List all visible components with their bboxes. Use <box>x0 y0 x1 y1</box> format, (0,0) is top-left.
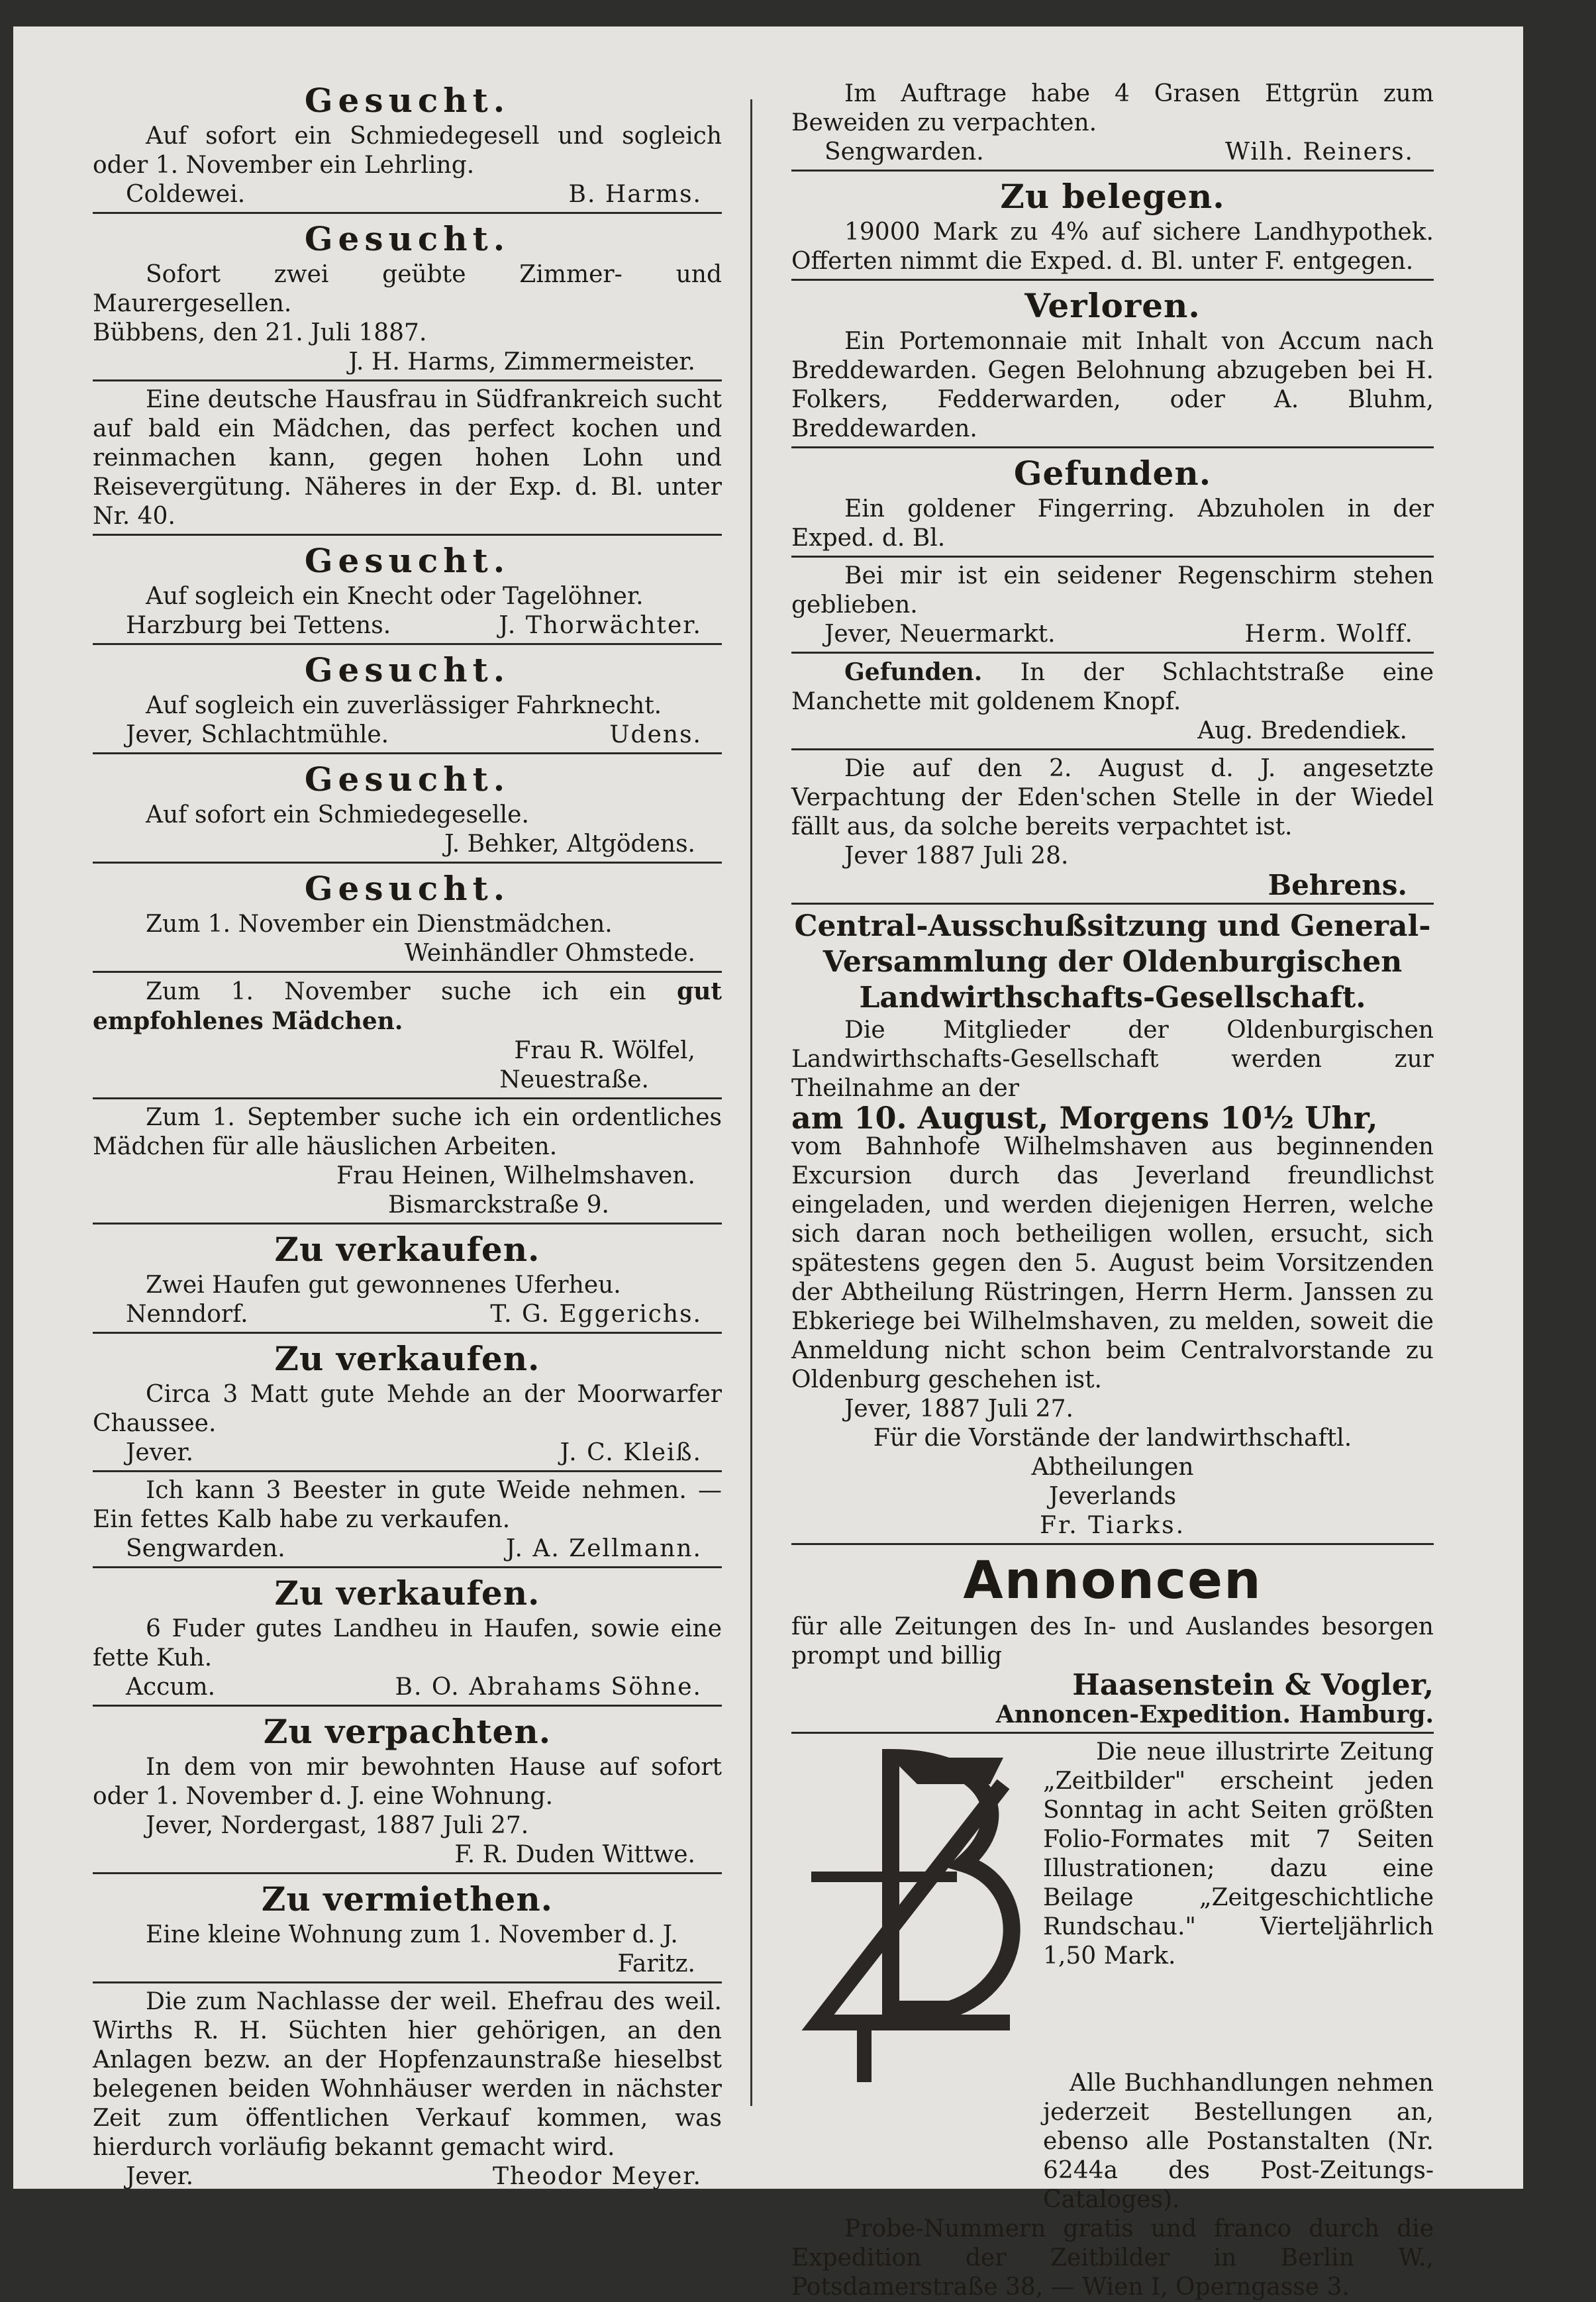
ad-annoncen <box>791 1549 1434 1729</box>
ad-gefunden-1 <box>791 452 1434 553</box>
ad-text: Auf sogleich ein Knecht oder Tagelöhner. <box>146 583 644 610</box>
ad-text: für alle Zeitungen des In- und Auslandes besorgen prompt und billig <box>791 1613 1434 1670</box>
ad-text: Zwei Haufen gut gewonnenes Uferheu. <box>146 1272 621 1299</box>
divider <box>93 1705 722 1707</box>
divider <box>93 1566 722 1568</box>
divider <box>791 652 1434 654</box>
divider <box>791 903 1434 905</box>
divider <box>93 862 722 864</box>
ad-heading: Zu verkaufen. <box>274 1339 540 1378</box>
ad-text: Die auf den 2. August d. J. angesetzte Verpachtung der Eden'schen Stelle in der Wiedel fällt aus, da solche bereits verpachtet ist. <box>791 755 1434 840</box>
newspaper-page <box>13 26 1523 2301</box>
divider <box>791 1543 1434 1545</box>
divider <box>93 1097 722 1099</box>
ad-zeitbilder <box>791 1738 1434 2302</box>
ad-signature: Behrens. <box>1268 869 1407 901</box>
ad-heading: Gesucht. <box>304 869 511 908</box>
ad-text: In dem von mir bewohnten Hause auf sofort oder 1. November d. J. eine Wohnung. <box>93 1754 722 1810</box>
ad-text: Zum 1. November ein Dienstmädchen. <box>146 911 613 938</box>
ad-text: Gefunden. In der Schlachtstraße eine Manchette mit goldenem Knopf. <box>791 658 1434 715</box>
ad-text: Bei mir ist ein seidener Regenschirm stehen geblieben. <box>791 562 1434 619</box>
ad-text: Zum 1. September suche ich ein ordentliches Mädchen für alle häuslichen Arbeiten. <box>93 1104 722 1160</box>
divider <box>93 212 722 214</box>
ad-signature: Jever, Schlachtmühle. Udens. <box>126 721 702 748</box>
ad-heading: Gesucht. <box>304 219 511 258</box>
ad-hausfrau <box>93 385 722 531</box>
ad-gesucht-6 <box>93 868 722 968</box>
ad-signature: Sengwarden. Wilh. Reiners. <box>824 138 1414 166</box>
ad-text: vom Bahnhofe Wilhelmshaven aus beginnenden Excursion durch das Jeverland freundlichst eingeladen, und werden diejenigen Herren, welche sich daran noch betheiligen wollen, ersucht, sich spätestens gegen den 5. August beim Vorsitzenden der Abtheilung Rüstringen, Herrn Herm. Janssen zu Ebkeriege bei Wilhelmshaven, zu melden, soweit die Anmeldung nicht schon beim Centralvorstande zu Oldenburg geschehen ist. <box>791 1133 1434 1393</box>
ad-signature: Sengwarden. J. A. Zellmann. <box>126 1535 702 1562</box>
ad-date: Jever, 1887 Juli 27. <box>844 1395 1073 1423</box>
divider <box>791 1732 1434 1734</box>
ad-date: Jever, Nordergast, 1887 Juli 27. <box>146 1812 529 1839</box>
ad-heading: Gesucht. <box>304 650 511 689</box>
ad-beweiden <box>791 79 1434 167</box>
divider <box>791 748 1434 750</box>
ad-text: Ein Portemonnaie mit Inhalt von Accum nach Breddewarden. Gegen Belohnung abzugeben bei H. Folkers, Fedderwarden, oder A. Bluhm, Breddewarden. <box>791 328 1434 442</box>
ad-heading: Zu verpachten. <box>263 1712 552 1751</box>
ad-signature: Harzburg bei Tettens. J. Thorwächter. <box>126 612 702 639</box>
ad-text: Eine deutsche Hausfrau in Südfrankreich sucht auf bald ein Mädchen, das perfect kochen und reinmachen kann, gegen hohen Lohn und Reisevergütung. Näheres in der Exp. d. Bl. unter Nr. 40. <box>93 386 722 530</box>
divider <box>791 279 1434 281</box>
ad-text: Ich kann 3 Beester in gute Weide nehmen. — Ein fettes Kalb habe zu verkaufen. <box>93 1477 722 1533</box>
ad-signature: Nenndorf. T. G. Eggerichs. <box>126 1301 702 1328</box>
ad-signature: J. H. Harms, Zimmermeister. <box>348 348 695 375</box>
left-column <box>93 79 722 2191</box>
divider <box>93 1223 722 1225</box>
ad-heading: Gesucht. <box>304 81 511 120</box>
ad-signature: J. Behker, Altgödens. <box>444 830 695 858</box>
ad-landwirthschaft <box>791 909 1434 1540</box>
ad-heading: Landwirthschafts-Gesellschaft. <box>859 981 1366 1015</box>
ad-signature: Jever. J. C. Kleiß. <box>126 1439 702 1466</box>
divider <box>791 170 1434 172</box>
ad-signature: Weinhändler Ohmstede. <box>404 940 695 967</box>
ad-signature: Frau R. Wölfel, <box>514 1037 695 1064</box>
divider <box>93 1981 722 1983</box>
ad-heading: Zu verkaufen. <box>274 1574 540 1613</box>
ad-firm: Haasenstein & Vogler, <box>1072 1668 1434 1702</box>
ad-text: 19000 Mark zu 4% auf sichere Landhypothek. Offerten nimmt die Exped. d. Bl. unter F. entgegen. <box>791 219 1434 275</box>
ad-verkaufen-3 <box>93 1572 722 1702</box>
divider <box>791 556 1434 558</box>
divider <box>93 1872 722 1874</box>
ad-text: Eine kleine Wohnung zum 1. November d. J. <box>146 1921 678 1948</box>
divider <box>93 1470 722 1472</box>
ad-date: Bübbens, den 21. Juli 1887. <box>93 319 427 346</box>
ad-gefunden-2 <box>791 658 1434 746</box>
ad-firm: Annoncen-Expedition. Hamburg. <box>995 1701 1434 1728</box>
ad-belegen <box>791 175 1434 276</box>
ad-heading: Central-Ausschußsitzung und General- <box>794 909 1431 943</box>
ad-text: Auf sofort ein Schmiedegesell und sogleich oder 1. November ein Lehrling. <box>93 123 722 179</box>
ad-vermiethen <box>93 1878 722 1979</box>
ad-heading: Gefunden. <box>1013 454 1212 493</box>
ad-verloren <box>791 285 1434 444</box>
ad-text: Auf sofort ein Schmiedegeselle. <box>146 801 529 828</box>
ad-text: Alle Buchhandlungen nehmen jederzeit Bestellungen an, ebenso alle Postanstalten (Nr. 6244a des Post-Zeitungs-Cataloges). <box>1043 2070 1434 2213</box>
ad-address: Neuestraße. <box>499 1066 649 1093</box>
ad-nachlass <box>93 1987 722 2191</box>
column-divider <box>750 99 752 2106</box>
ad-text: Probe-Nummern gratis und franco durch die Expedition der Zeitbilder in Berlin W., Potsdamerstraße 38, — Wien I, Operngasse 3. <box>791 2215 1434 2301</box>
ad-text: Circa 3 Matt gute Mehde an der Moorwarfer Chaussee. <box>93 1381 722 1437</box>
ad-text: 6 Fuder gutes Landheu in Haufen, sowie eine fette Kuh. <box>93 1615 722 1672</box>
divider <box>93 379 722 381</box>
ad-verkaufen-1 <box>93 1228 722 1329</box>
ad-text: Im Auftrage habe 4 Grasen Ettgrün zum Beweiden zu verpachten. <box>791 80 1434 136</box>
ad-signature: Jever, Neuermarkt. Herm. Wolff. <box>824 621 1414 648</box>
ad-verkaufen-2 <box>93 1338 722 1468</box>
ad-signature: Fr. Tiarks. <box>1039 1512 1186 1539</box>
ad-signature: F. R. Duden Wittwe. <box>454 1841 695 1868</box>
ad-gesucht-5 <box>93 758 722 859</box>
ad-gesucht-2 <box>93 218 722 377</box>
ad-maedchen-2 <box>93 1103 722 1220</box>
ad-text: Jeverlands <box>1048 1483 1177 1510</box>
ad-maedchen-1 <box>93 977 722 1095</box>
ad-text: Ein goldener Fingerring. Abzuholen in der Exped. d. Bl. <box>791 495 1434 552</box>
ad-heading: Versammlung der Oldenburgischen <box>823 945 1403 979</box>
ad-heading: Zu belegen. <box>1000 177 1225 216</box>
ad-text: Die Mitglieder der Oldenburgischen Landwirthschafts-Gesellschaft werden zur Theilnahme an der <box>791 1017 1434 1102</box>
ad-gesucht-4 <box>93 649 722 750</box>
divider <box>791 446 1434 448</box>
ad-signature: Accum. B. O. Abrahams Söhne. <box>126 1674 702 1701</box>
divider <box>93 643 722 645</box>
ad-regenschirm <box>791 562 1434 649</box>
right-column <box>791 79 1434 2302</box>
ad-heading: Gesucht. <box>304 541 511 580</box>
ad-heading: Annoncen <box>963 1551 1262 1611</box>
divider <box>93 971 722 973</box>
ad-verpachten <box>93 1711 722 1870</box>
ad-signature: Jever. Theodor Meyer. <box>126 2163 702 2190</box>
ad-text: Die neue illustrirte Zeitung „Zeitbilder" erscheint jeden Sonntag in acht Seiten größten Folio-Formates mit 7 Seiten Illustrationen; dazu eine Beilage „Zeitgeschichtliche Rundschau." Vierteljährlich 1,50 Mark. <box>1043 1738 1434 1970</box>
ad-verpachtung-faellt-aus <box>791 754 1434 900</box>
ad-heading: Zu verkaufen. <box>274 1230 540 1269</box>
ad-address: Bismarckstraße 9. <box>388 1191 609 1219</box>
zb-monogram-icon <box>791 1744 1030 2089</box>
ad-signature: Aug. Bredendiek. <box>1197 717 1407 744</box>
ad-text: Sofort zwei geübte Zimmer- und Maurergesellen. <box>93 261 722 317</box>
ad-text: Die zum Nachlasse der weil. Ehefrau des weil. Wirths R. H. Süchten hier gehörigen, an den Anlagen bezw. an der Hopfenzaunstraße hieselbst belegenen beiden Wohnhäuser werden in nächster Zeit zum öffentlichen Verkauf kommen, was hierdurch vorläufig bekannt gemacht wird. <box>93 1988 722 2161</box>
ad-weide <box>93 1476 722 1564</box>
ad-gesucht-1 <box>93 79 722 209</box>
ad-signature: Faritz. <box>617 1950 695 1977</box>
ad-text: Zum 1. November suche ich ein gut empfohlenes Mädchen. <box>93 977 722 1035</box>
ad-text: Auf sogleich ein zuverlässiger Fahrknecht. <box>146 692 662 719</box>
ad-date-emphasis: am 10. August, Morgens 10½ Uhr, <box>791 1100 1378 1136</box>
divider <box>93 1332 722 1334</box>
ad-heading: Zu vermiethen. <box>261 1879 554 1919</box>
ad-heading: Verloren. <box>1024 286 1201 325</box>
divider <box>93 534 722 536</box>
divider <box>93 752 722 754</box>
ad-text: Für die Vorstände der landwirthschaftl. Abtheilungen <box>873 1425 1352 1481</box>
ad-signature: Frau Heinen, Wilhelmshaven. <box>336 1162 695 1189</box>
ad-date: Jever 1887 Juli 28. <box>844 842 1069 870</box>
ad-heading: Gesucht. <box>304 760 511 799</box>
ad-signature: Coldewei. B. Harms. <box>126 181 702 208</box>
ad-gesucht-3 <box>93 540 722 640</box>
